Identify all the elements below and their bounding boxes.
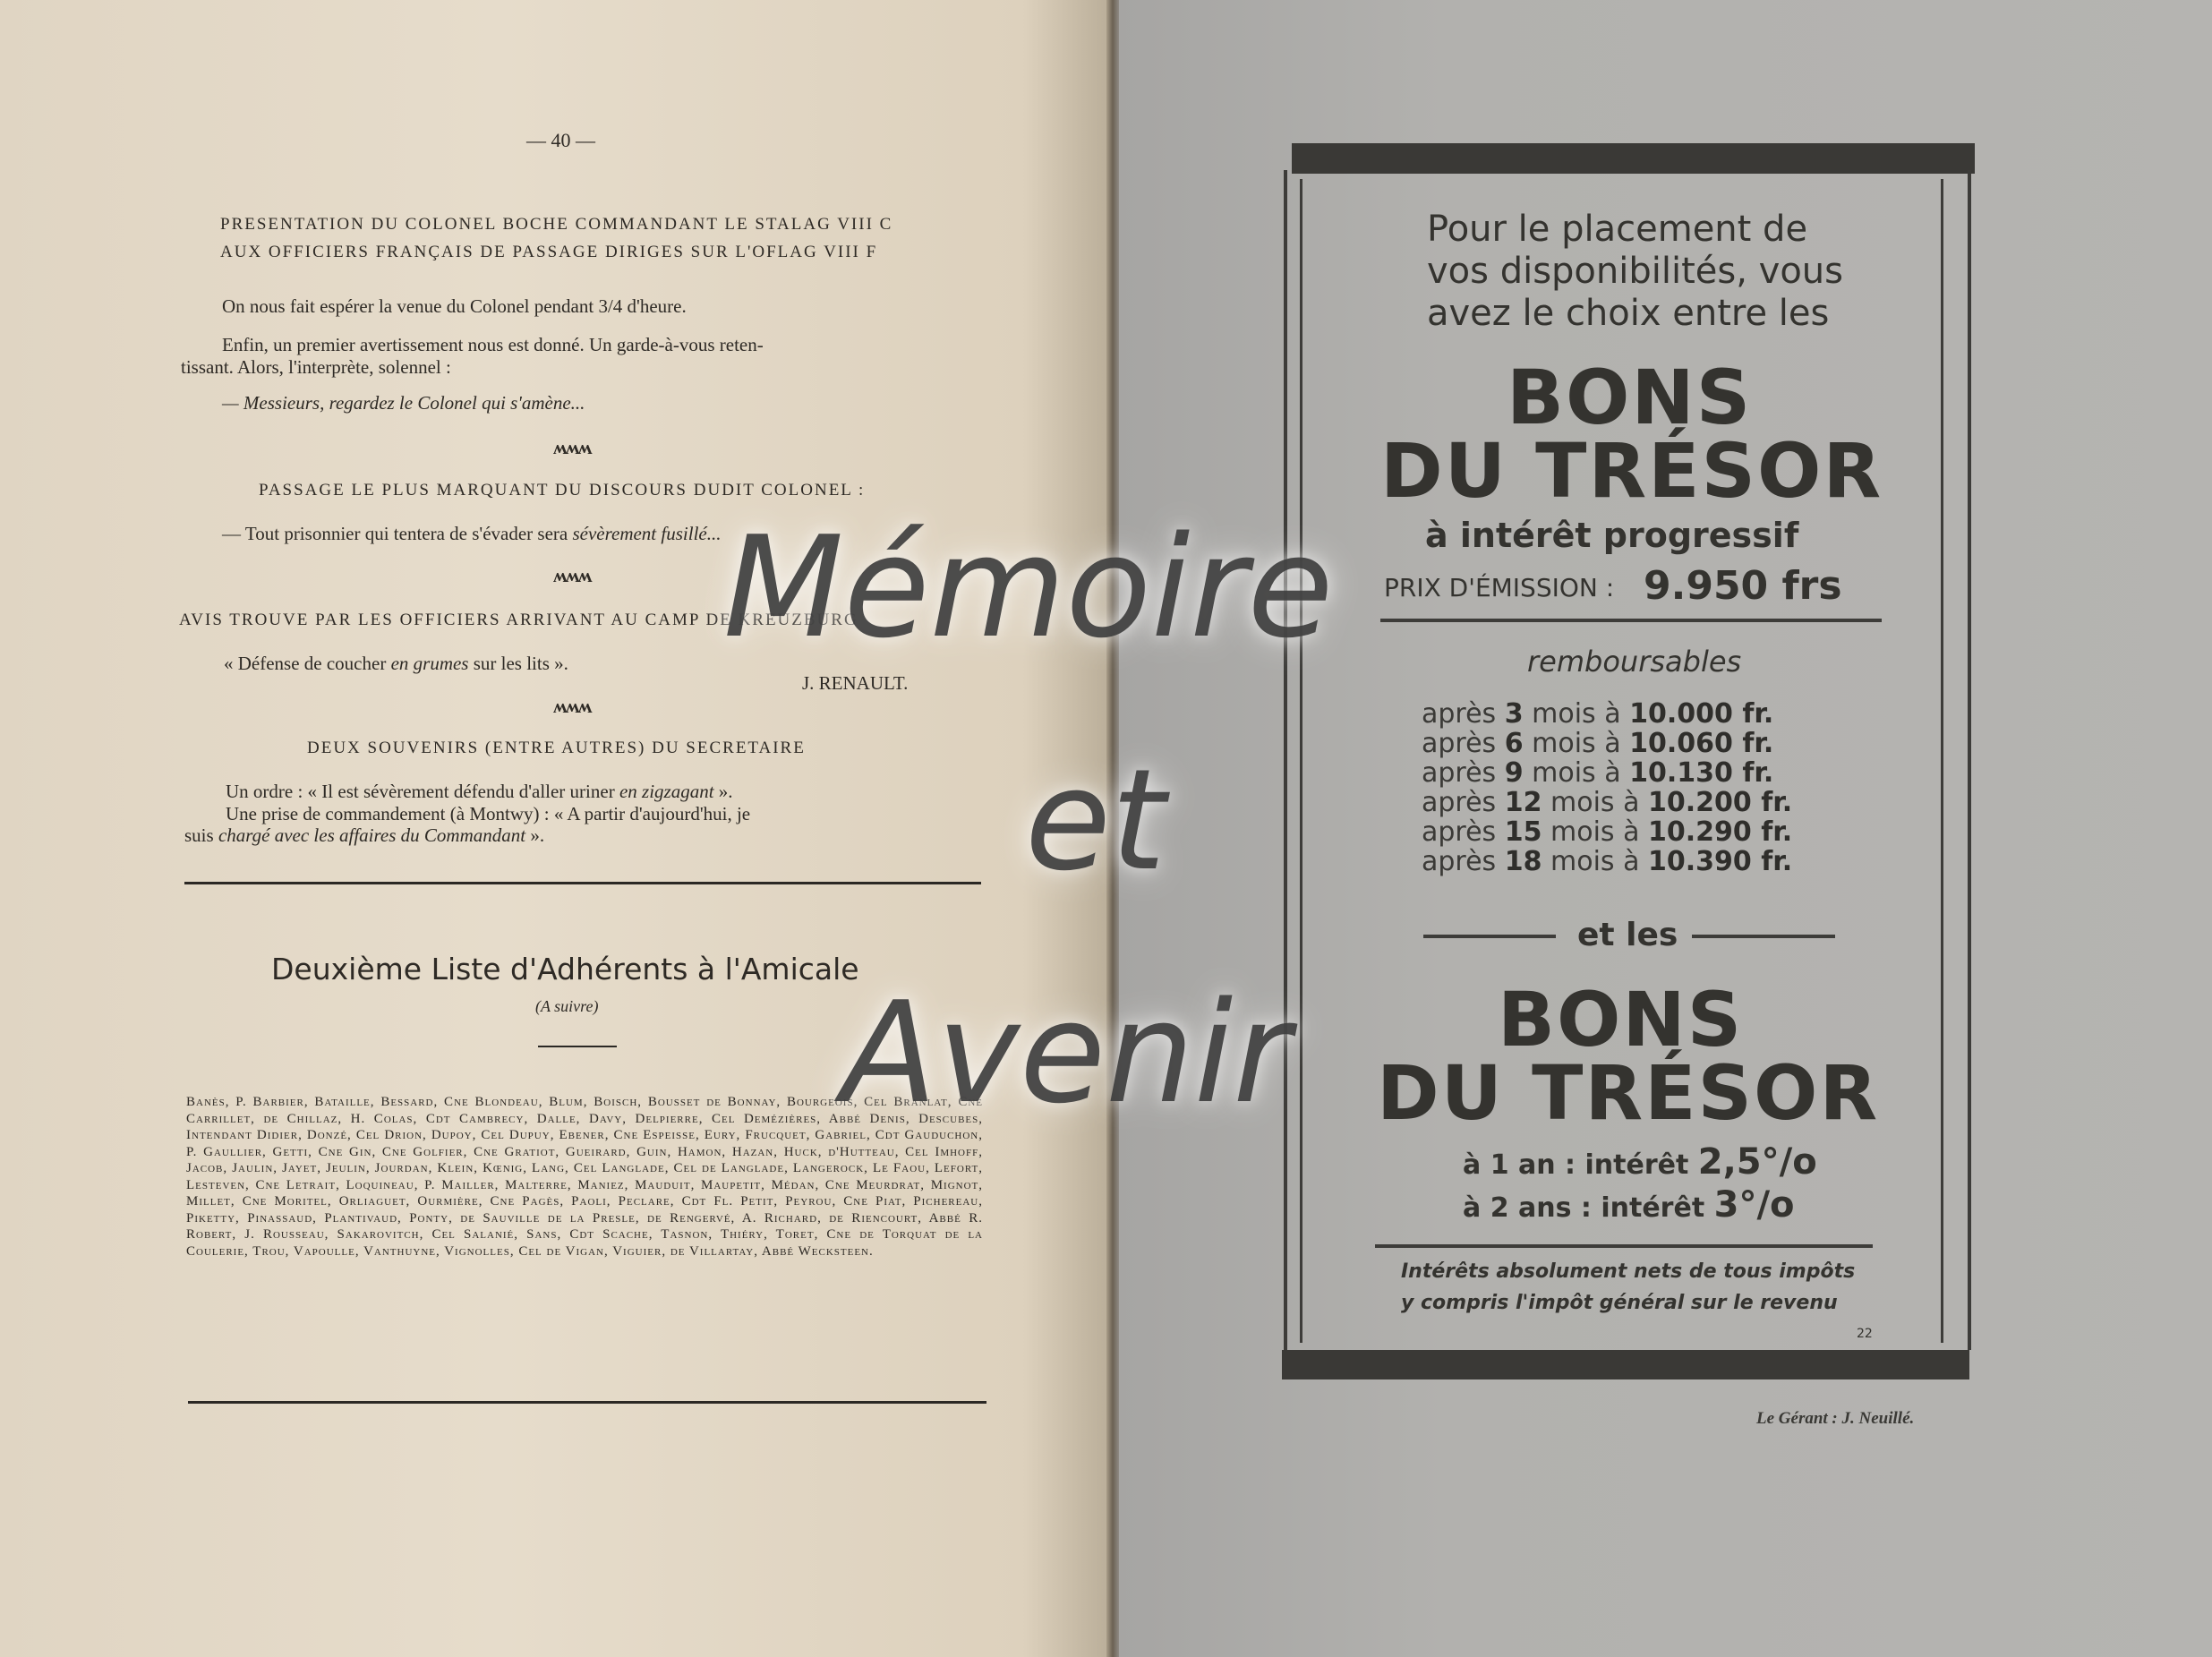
rate-prefix: après	[1422, 757, 1505, 789]
advert-tresor-title: DU TRÉSOR	[1380, 427, 1883, 515]
heading-souvenirs: DEUX SOUVENIRS (ENTRE AUTRES) DU SECRETAIRE	[307, 739, 806, 757]
rate-amount: 10.130 fr.	[1629, 757, 1774, 789]
order-two-italic: chargé avec les affaires du Commandant	[218, 824, 526, 846]
order-two-line2	[184, 824, 544, 847]
advert-price-label: PRIX D'ÉMISSION :	[1384, 573, 1615, 602]
heading-avis: AVIS TROUVE PAR LES OFFICIERS ARRIVANT AU CAMP DE KREUZBURG	[179, 611, 858, 629]
gerant-signature: Le Gérant : J. Neuillé.	[1756, 1409, 1915, 1428]
page-number: — 40 —	[526, 129, 595, 151]
rate-mid: mois à	[1523, 728, 1630, 759]
advert-bottom-bar	[1282, 1350, 1969, 1379]
rate-mid: mois à	[1542, 787, 1649, 818]
rate-mid: mois à	[1523, 757, 1630, 789]
rate-amount: 10.200 fr.	[1648, 787, 1793, 818]
rate-prefix: après	[1422, 816, 1505, 848]
rate-row	[1422, 728, 1869, 759]
advert-et-les-rule-right	[1692, 935, 1835, 938]
order-two-line1: Une prise de commandement (à Montwy) : « A partir d'aujourd'hui, je	[226, 803, 751, 824]
term-one-rate: 2,5°/o	[1697, 1141, 1817, 1183]
members-list: Banès, P. Barbier, Bataille, Bessard, Cne Blondeau, Blum, Boisch, Bousset de Bonnay, Bourgeois, Cel Branlat, Cne Carrillet, de Chillaz, H. Colas, Cdt Cambrecy, Dalle, Davy, Delpierre, Cel Demézières, Abbé Denis, Descubes, Intendant Didier, Donzé, Cel Drion, Dupoy, Cel Dupuy, Ebener, Cne Espeisse, Eury, Frucquet, Gabriel, Cdt Gauduchon, P. Gaullier, Getti, Cne Gin, Cne Golfier, Cne Gratiot, Gueirard, Guin, Hamon, Hazan, Huck, d'Hutteau, Cel Imhoff, Jacob, Jaulin, Jayet, Jeulin, Jourdan, Klein, Kœnig, Lang, Cel Langlade, Cel de Langlade, Langerock, Le Faou, Lefort, Lesteven, Cne Letrait, Loquineau, P. Mailler, Malterre, Maniez, Mauduit, Maupetit, Médan, Cne Meurdrat, Mignot, Millet, Cne Moritel, Orliaguet, Ourmière, Cne Pagès, Paoli, Peclare, Cdt Fl. Petit, Peyrou, Cne Piat, Pichereau, Piketty, Pinassaud, Plantivaud, Ponty, de Sauville de la Presle, de Rengervé, A. Richard, de Riencourt, Abbé R. Robert, J. Rousseau, Sakarovitch, Cel Salanié, Sans, Cdt Scache, Tasnon, Thiéry, Toret, Cne de Torquat de la Coulerie, Trou, Vapoulle, Vanthuyne, Vignolles, Cel de Vigan, Viguier, de Villartay, Abbé Wecksteen.	[186, 1095, 983, 1259]
advert-top-bar	[1292, 143, 1975, 174]
advert-footer-rule	[1375, 1244, 1873, 1248]
bottom-divider	[188, 1401, 986, 1404]
quote-prisonnier-italic: sévèrement fusillé...	[572, 523, 722, 544]
rate-row	[1422, 757, 1869, 789]
term-one-label: à 1 an : intérêt	[1463, 1149, 1698, 1181]
rate-months: 9	[1504, 757, 1524, 789]
advert-footer-line1: Intérêts absolument nets de tous impôts	[1401, 1260, 1856, 1283]
short-divider	[538, 1046, 617, 1047]
quote-messieurs: — Messieurs, regardez le Colonel qui s'amène...	[222, 392, 585, 414]
separator-ornament: ʍʍʍ	[553, 564, 591, 586]
rate-months: 3	[1504, 698, 1524, 730]
signature-renault: J. RENAULT.	[802, 672, 909, 694]
rate-row	[1422, 816, 1869, 848]
advert-term-two-years	[1463, 1184, 1795, 1226]
rate-mid: mois à	[1523, 698, 1630, 730]
order-two-text: suis	[184, 824, 218, 846]
quote-defense-end: sur les lits ».	[468, 653, 568, 674]
section-divider	[184, 882, 981, 884]
rate-row	[1422, 846, 1869, 877]
watermark-line1: Mémoire	[723, 506, 1334, 669]
heading-presentation-line2: AUX OFFICIERS FRANÇAIS DE PASSAGE DIRIGES SUR L'OFLAG VIII F	[220, 243, 878, 261]
advert-border-right-inner	[1941, 179, 1943, 1343]
list-subtitle: (A suivre)	[535, 997, 599, 1015]
advert-et-les-rule-left	[1423, 935, 1556, 938]
advert-intro-line1: Pour le placement de	[1427, 209, 1808, 250]
separator-ornament: ʍʍʍ	[553, 436, 591, 458]
advert-bons2-title: BONS	[1498, 976, 1744, 1063]
rate-months: 18	[1504, 846, 1542, 877]
rate-months: 6	[1504, 728, 1524, 759]
advert-border-left	[1284, 170, 1287, 1350]
rate-mid: mois à	[1542, 816, 1649, 848]
rate-amount: 10.060 fr.	[1629, 728, 1774, 759]
rate-prefix: après	[1422, 846, 1505, 877]
watermark-line2: et	[1025, 739, 1166, 901]
advert-progressive-subtitle: à intérêt progressif	[1425, 516, 1799, 555]
advert-footer-line2: y compris l'impôt général sur le revenu	[1401, 1292, 1838, 1314]
rate-row	[1422, 698, 1869, 730]
order-two-end: ».	[525, 824, 545, 846]
rate-prefix: après	[1422, 698, 1505, 730]
rate-amount: 10.000 fr.	[1629, 698, 1774, 730]
rate-prefix: après	[1422, 728, 1505, 759]
rate-amount: 10.290 fr.	[1648, 816, 1793, 848]
term-two-label: à 2 ans : intérêt	[1463, 1192, 1714, 1224]
order-one	[226, 781, 733, 803]
quote-defense	[224, 653, 568, 675]
watermark-line3: Avenir	[841, 971, 1291, 1134]
quote-prisonnier-text: — Tout prisonnier qui tentera de s'évader sera	[222, 523, 573, 544]
advert-bons-title: BONS	[1507, 354, 1753, 441]
list-title: Deuxième Liste d'Adhérents à l'Amicale	[271, 952, 859, 987]
advert-number: 22	[1857, 1327, 1873, 1341]
order-one-italic: en zigzagant	[619, 781, 714, 802]
rate-mid: mois à	[1542, 846, 1649, 877]
advert-intro-line3: avez le choix entre les	[1427, 293, 1830, 334]
advert-remboursables: remboursables	[1527, 645, 1742, 679]
rate-prefix: après	[1422, 787, 1505, 818]
advert-price-rule	[1380, 619, 1882, 622]
rate-months: 15	[1504, 816, 1542, 848]
advert-price-value: 9.950 frs	[1644, 563, 1842, 609]
rate-months: 12	[1504, 787, 1542, 818]
quote-prisonnier	[222, 523, 721, 545]
advert-border-left-inner	[1300, 179, 1302, 1343]
paragraph-colonel-wait: On nous fait espérer la venue du Colonel pendant 3/4 d'heure.	[222, 295, 687, 317]
paragraph-warning-line2: tissant. Alors, l'interprète, solennel :	[181, 356, 451, 378]
rate-amount: 10.390 fr.	[1648, 846, 1793, 877]
advert-term-one-year	[1463, 1141, 1817, 1183]
advert-tresor2-title: DU TRÉSOR	[1377, 1049, 1880, 1137]
advert-border-right	[1968, 170, 1971, 1350]
term-two-rate: 3°/o	[1713, 1184, 1795, 1226]
paragraph-warning-line1: Enfin, un premier avertissement nous est donné. Un garde-à-vous reten-	[222, 334, 764, 355]
quote-defense-text: « Défense de coucher	[224, 653, 391, 674]
order-one-text: Un ordre : « Il est sévèrement défendu d'aller uriner	[226, 781, 619, 802]
advert-intro-line2: vos disponibilités, vous	[1427, 251, 1843, 292]
heading-discours: PASSAGE LE PLUS MARQUANT DU DISCOURS DUDIT COLONEL :	[259, 481, 866, 500]
heading-presentation-line1: PRESENTATION DU COLONEL BOCHE COMMANDANT LE STALAG VIII C	[220, 215, 893, 234]
rate-row	[1422, 787, 1869, 818]
advert-et-les: et les	[1577, 917, 1678, 953]
order-one-end: ».	[713, 781, 733, 802]
quote-defense-italic: en grumes	[390, 653, 469, 674]
separator-ornament: ʍʍʍ	[553, 695, 591, 717]
